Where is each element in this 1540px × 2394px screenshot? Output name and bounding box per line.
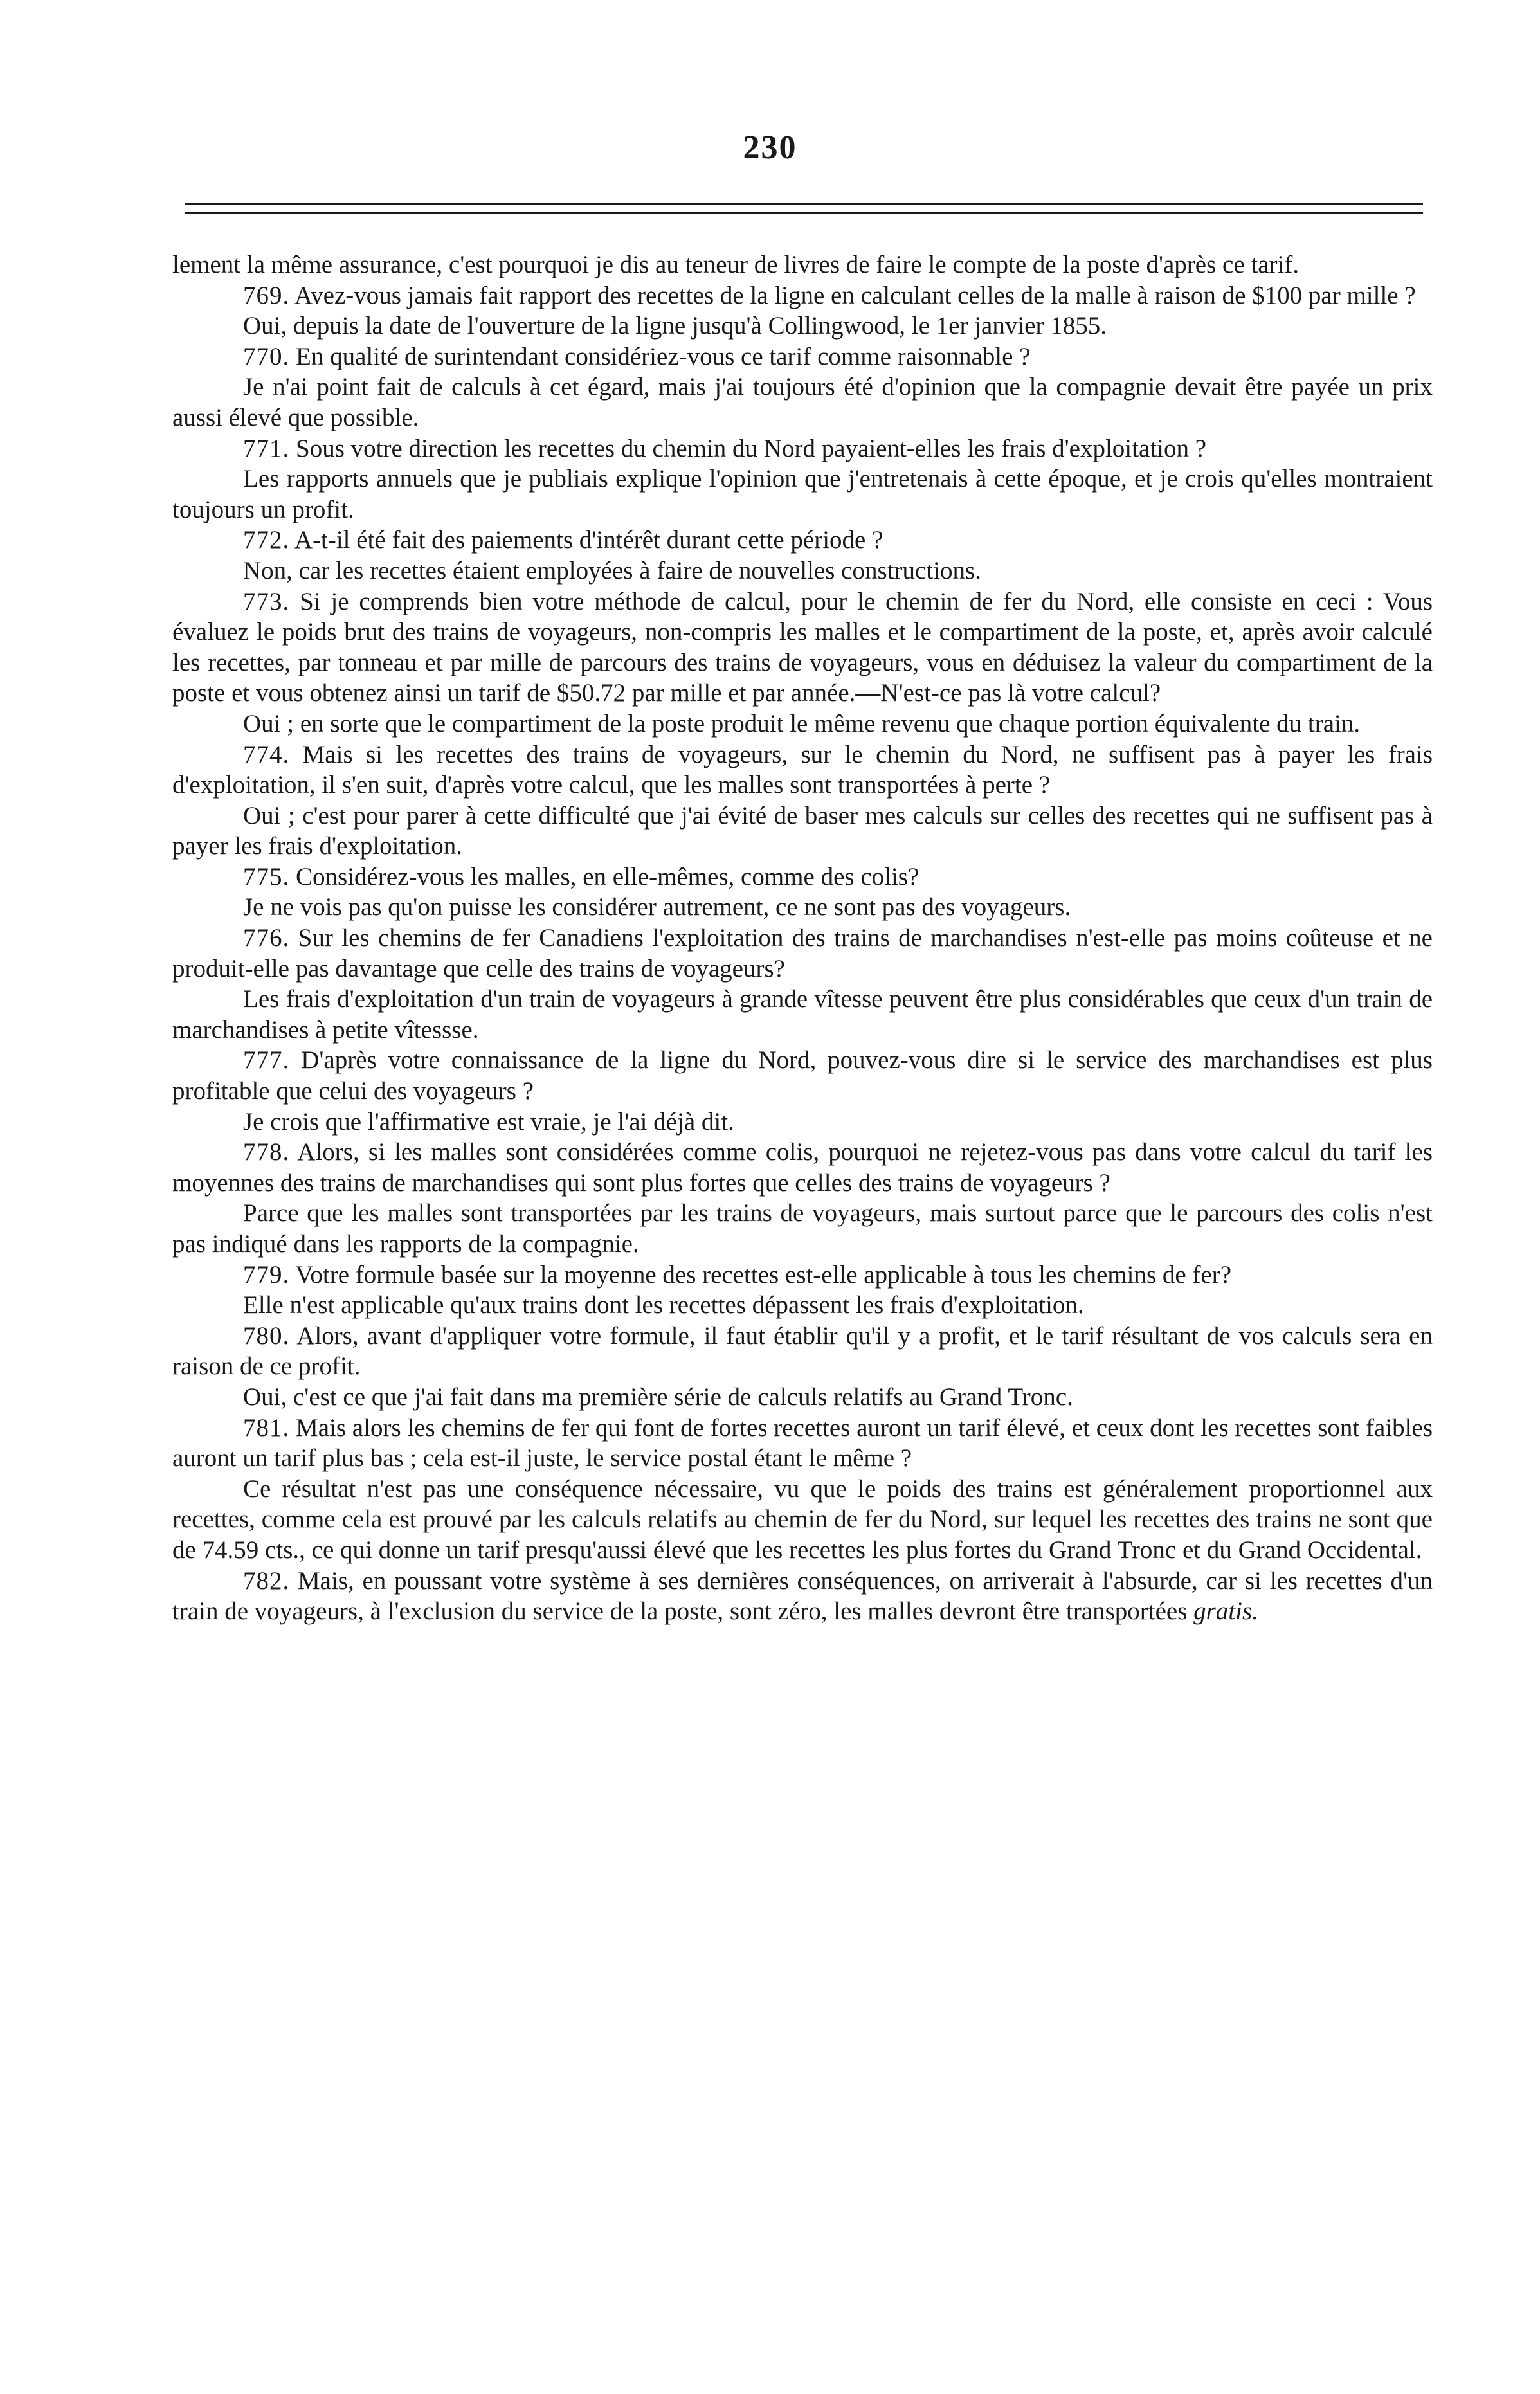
question-number: 771. bbox=[243, 434, 290, 462]
question-paragraph bbox=[172, 280, 1433, 311]
question-number: 770. bbox=[243, 342, 290, 370]
paragraph-text: Je n'ai point fait de calculs à cet égard, mais j'ai toujours été d'opinion que la compagnie devait être payée un prix aussi élevé que possible. bbox=[172, 373, 1433, 431]
paragraph-text: A-t-il été fait des paiements d'intérêt durant cette période ? bbox=[294, 526, 883, 554]
answer-paragraph bbox=[172, 1198, 1433, 1259]
question-paragraph bbox=[172, 739, 1433, 801]
continuation-paragraph bbox=[172, 249, 1433, 280]
question-paragraph bbox=[172, 1045, 1433, 1106]
paragraph-text: Sur les chemins de fer Canadiens l'exploitation des trains de marchandises n'est-elle pas moins coûteuse et ne produit-elle pas davantage que celle des trains de voyageurs? bbox=[172, 924, 1433, 983]
paragraph-text: Si je comprends bien votre méthode de calcul, pour le chemin de fer du Nord, elle consiste en ceci : Vous évaluez le poids brut des trains de voyageurs, non-compris les malles et le compartiment de la poste, et, après avoir calculé les recettes, par tonneau et par mille de parcours des trains de voyageurs, vous en déduisez la valeur du compartiment de la poste et vous obtenez ainsi un tarif de $50.72 par mille et par année.—N'est-ce pas là votre calcul? bbox=[172, 587, 1433, 707]
question-paragraph bbox=[172, 1260, 1433, 1291]
answer-paragraph bbox=[172, 892, 1433, 923]
paragraph-text: Elle n'est applicable qu'aux trains dont les recettes dépassent les frais d'exploitation. bbox=[243, 1291, 1084, 1319]
paragraph-text: Mais alors les chemins de fer qui font de fortes recettes auront un tarif élevé, et ceux dont les recettes sont faibles auront un tarif plus bas ; cela est-il juste, le service postal étant le même ? bbox=[172, 1413, 1433, 1473]
paragraph-text: Mais si les recettes des trains de voyageurs, sur le chemin du Nord, ne suffisent pas à payer les frais d'exploitation, il s'en suit, d'après votre calcul, que les malles sont transportées à perte ? bbox=[172, 740, 1433, 799]
paragraph-text: Alors, avant d'appliquer votre formule, il faut établir qu'il y a profit, et le tarif résultant de vos calculs sera en raison de ce profit. bbox=[172, 1321, 1433, 1381]
question-number: 769. bbox=[243, 281, 290, 309]
question-number: 781. bbox=[243, 1413, 290, 1442]
answer-paragraph bbox=[172, 372, 1433, 433]
paragraph-text: En qualité de surintendant considériez-vous ce tarif comme raisonnable ? bbox=[296, 342, 1031, 370]
question-paragraph bbox=[172, 1321, 1433, 1382]
question-paragraph bbox=[172, 1566, 1433, 1627]
answer-paragraph bbox=[172, 1382, 1433, 1413]
question-number: 776. bbox=[243, 924, 290, 952]
question-number: 779. bbox=[243, 1260, 290, 1289]
body-text bbox=[172, 249, 1433, 1627]
question-number: 775. bbox=[243, 862, 290, 891]
question-paragraph bbox=[172, 433, 1433, 464]
paragraph-text: Non, car les recettes étaient employées à faire de nouvelles constructions. bbox=[243, 556, 981, 585]
question-number: 774. bbox=[243, 740, 290, 768]
question-number: 773. bbox=[243, 587, 290, 615]
answer-paragraph bbox=[172, 556, 1433, 586]
answer-paragraph bbox=[172, 1107, 1433, 1138]
paragraph-text: Oui, depuis la date de l'ouverture de la ligne jusqu'à Collingwood, le 1er janvier 1855. bbox=[243, 312, 1107, 340]
paragraph-text: Les rapports annuels que je publiais explique l'opinion que j'entretenais à cette époque, et je crois qu'elles montraient toujours un profit. bbox=[172, 465, 1433, 523]
answer-paragraph bbox=[172, 464, 1433, 525]
question-paragraph bbox=[172, 525, 1433, 556]
paragraph-text: Les frais d'exploitation d'un train de voyageurs à grande vîtesse peuvent être plus considérables que ceux d'un train de marchandises à petite vîtessse. bbox=[172, 985, 1433, 1044]
question-number: 782. bbox=[243, 1566, 290, 1595]
answer-paragraph bbox=[172, 1290, 1433, 1321]
answer-paragraph bbox=[172, 311, 1433, 341]
question-paragraph bbox=[172, 862, 1433, 893]
paragraph-text: Oui ; en sorte que le compartiment de la poste produit le même revenu que chaque portion équivalente du train. bbox=[243, 709, 1361, 738]
question-number: 777. bbox=[243, 1046, 290, 1075]
answer-paragraph bbox=[172, 1474, 1433, 1566]
question-paragraph bbox=[172, 586, 1433, 709]
paragraph-text: Votre formule basée sur la moyenne des recettes est-elle applicable à tous les chemins de fer? bbox=[295, 1260, 1232, 1289]
answer-paragraph bbox=[172, 709, 1433, 739]
question-number: 778. bbox=[243, 1138, 290, 1166]
paragraph-text: Parce que les malles sont transportées par les trains de voyageurs, mais surtout parce que le parcours des colis n'est pas indiqué dans les rapports de la compagnie. bbox=[172, 1199, 1433, 1258]
answer-paragraph bbox=[172, 984, 1433, 1045]
paragraph-text: Considérez-vous les malles, en elle-mêmes, comme des colis? bbox=[296, 862, 919, 891]
header-rule-top bbox=[185, 203, 1423, 205]
paragraph-text: Oui ; c'est pour parer à cette difficulté que j'ai évité de baser mes calculs sur celles des recettes qui ne suffisent pas à payer les frais d'exploitation. bbox=[172, 801, 1433, 860]
paragraph-text: Je ne vois pas qu'on puisse les considérer autrement, ce ne sont pas des voyageurs. bbox=[243, 893, 1071, 921]
paragraph-text: D'après votre connaissance de la ligne du Nord, pouvez-vous dire si le service des marchandises est plus profitable que celui des voyageurs ? bbox=[172, 1046, 1433, 1105]
emphasis-text: gratis. bbox=[1193, 1597, 1258, 1626]
page-number: 230 bbox=[743, 129, 797, 166]
paragraph-text: Je crois que l'affirmative est vraie, je l'ai déjà dit. bbox=[243, 1107, 734, 1136]
question-paragraph bbox=[172, 1413, 1433, 1474]
question-number: 780. bbox=[243, 1321, 290, 1350]
question-paragraph bbox=[172, 1137, 1433, 1198]
paragraph-text: Oui, c'est ce que j'ai fait dans ma première série de calculs relatifs au Grand Tronc. bbox=[243, 1383, 1073, 1411]
paragraph-text: Avez-vous jamais fait rapport des recettes de la ligne en calculant celles de la malle à raison de $100 par mille ? bbox=[294, 281, 1416, 309]
paragraph-text: Alors, si les malles sont considérées comme colis, pourquoi ne rejetez-vous pas dans votre calcul du tarif les moyennes des trains de marchandises qui sont plus fortes que celles des trains de voyageurs ? bbox=[172, 1138, 1433, 1197]
header-rule-bottom bbox=[185, 212, 1423, 214]
paragraph-text: Mais, en poussant votre système à ses dernières conséquences, on arriverait à l'absurde, car si les recettes d'un train de voyageurs, à l'exclusion du service de la poste, sont zéro, les malles devront être transportées bbox=[172, 1566, 1433, 1626]
question-paragraph bbox=[172, 923, 1433, 984]
paragraph-text: Ce résultat n'est pas une conséquence nécessaire, vu que le poids des trains est généralement proportionnel aux recettes, comme cela est prouvé par les calculs relatifs au chemin de fer du Nord, sur lequel les recettes des trains ne sont que de 74.59 cts., ce qui donne un tarif presqu'aussi élevé que les recettes les plus fortes du Grand Tronc et du Grand Occidental. bbox=[172, 1474, 1433, 1564]
paragraph-text: Sous votre direction les recettes du chemin du Nord payaient-elles les frais d'exploitation ? bbox=[296, 434, 1207, 462]
paragraph-text: lement la même assurance, c'est pourquoi je dis au teneur de livres de faire le compte de la poste d'après ce tarif. bbox=[172, 251, 1300, 278]
question-number: 772. bbox=[243, 526, 290, 554]
question-paragraph bbox=[172, 341, 1433, 372]
answer-paragraph bbox=[172, 801, 1433, 862]
